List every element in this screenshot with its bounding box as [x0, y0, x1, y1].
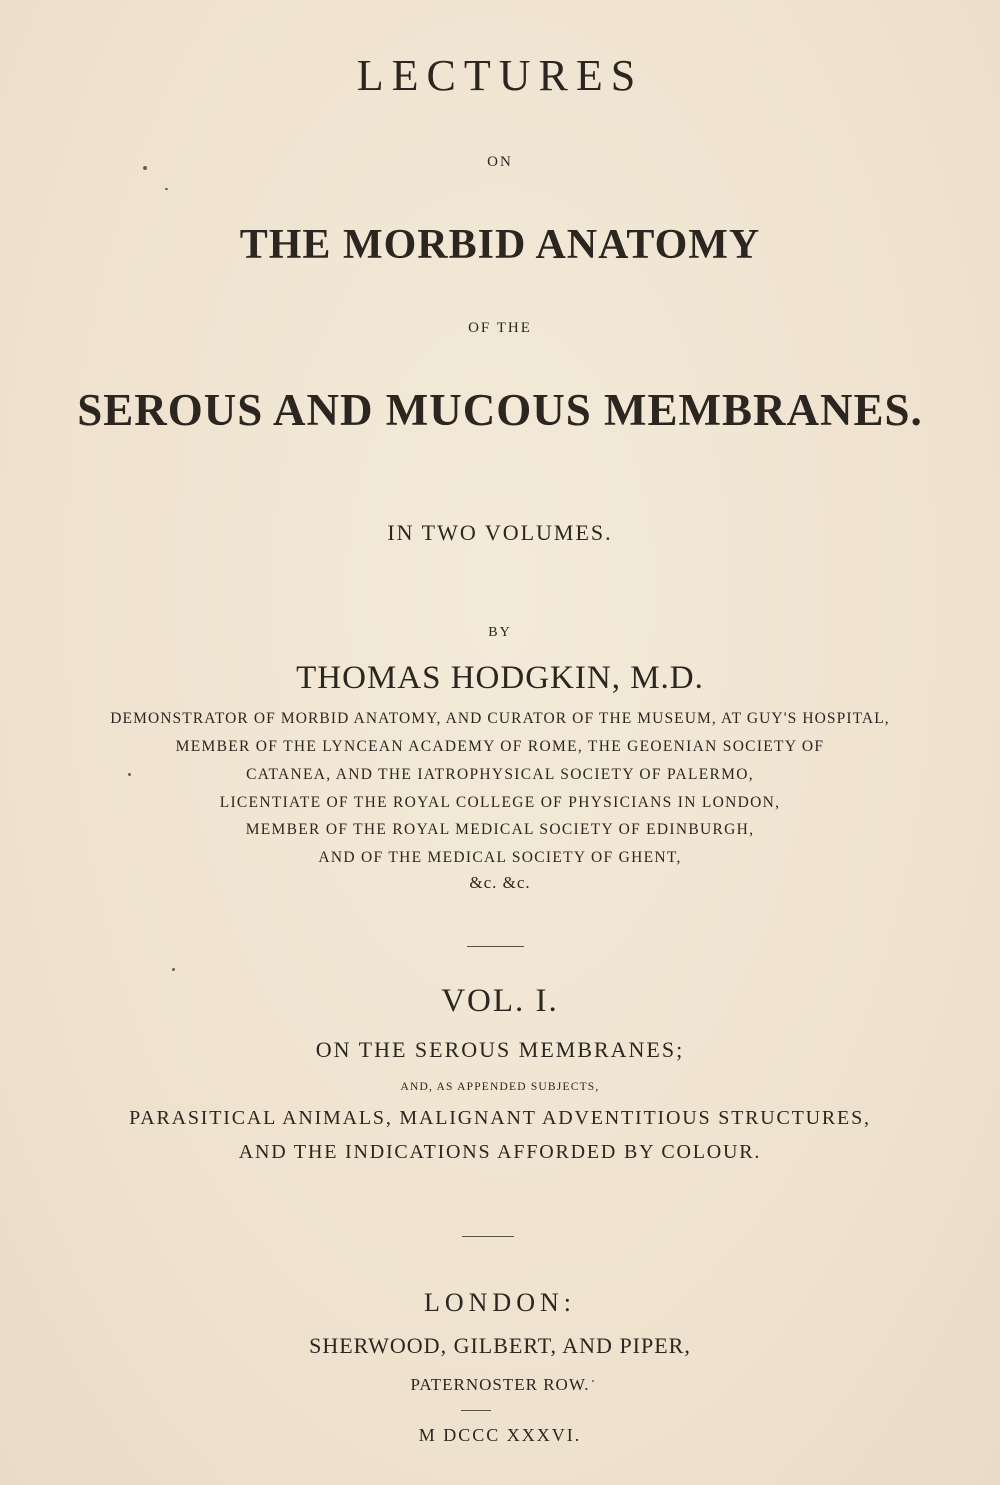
subject-heading-2: SEROUS AND MUCOUS MEMBRANES. — [77, 385, 923, 435]
appended-topic-line: AND THE INDICATIONS AFFORDED BY COLOUR. — [238, 1141, 762, 1163]
credential-line: LICENTIATE OF THE ROYAL COLLEGE OF PHYSICIANS IN LONDON, — [219, 794, 781, 811]
author-name: THOMAS HODGKIN, M.D. — [296, 660, 704, 696]
credential-line: CATANEA, AND THE IATROPHYSICAL SOCIETY OF PALERMO, — [246, 766, 754, 783]
title-connector-on: ON — [487, 154, 513, 170]
appended-label: AND, AS APPENDED SUBJECTS, — [400, 1081, 600, 1093]
credential-line: DEMONSTRATOR OF MORBID ANATOMY, AND CURATOR OF THE MUSEUM, AT GUY'S HOSPITAL, — [110, 710, 890, 727]
divider-rule — [467, 946, 524, 947]
credential-line: MEMBER OF THE ROYAL MEDICAL SOCIETY OF EDINBURGH, — [245, 821, 755, 838]
paper-speck — [592, 1380, 594, 1382]
divider-rule — [461, 1410, 491, 1411]
paper-speck — [172, 968, 175, 971]
imprint-city: LONDON: — [424, 1288, 576, 1317]
paper-speck — [143, 166, 147, 170]
volume-label: VOL. I. — [441, 983, 559, 1019]
by-label: BY — [488, 625, 512, 640]
credential-line: AND OF THE MEDICAL SOCIETY OF GHENT, — [318, 849, 682, 866]
appended-topic-line: PARASITICAL ANIMALS, MALIGNANT ADVENTITIOUS STRUCTURES, — [129, 1107, 871, 1129]
volumes-note: IN TWO VOLUMES. — [387, 520, 613, 545]
volume-subject: ON THE SEROUS MEMBRANES; — [315, 1037, 685, 1062]
divider-rule — [462, 1236, 514, 1237]
title-connector-of-the: OF THE — [468, 320, 532, 336]
book-title: LECTURES — [356, 51, 644, 100]
imprint-address: PATERNOSTER ROW. — [410, 1375, 590, 1394]
subject-heading: THE MORBID ANATOMY — [239, 222, 761, 268]
paper-speck — [128, 773, 131, 776]
imprint-publisher: SHERWOOD, GILBERT, AND PIPER, — [309, 1333, 691, 1358]
imprint-year: M DCCC XXXVI. — [418, 1425, 582, 1445]
credential-line: &c. &c. — [469, 873, 531, 892]
credential-line: MEMBER OF THE LYNCEAN ACADEMY OF ROME, THE GEOENIAN SOCIETY OF — [175, 738, 825, 755]
paper-speck — [165, 188, 168, 190]
